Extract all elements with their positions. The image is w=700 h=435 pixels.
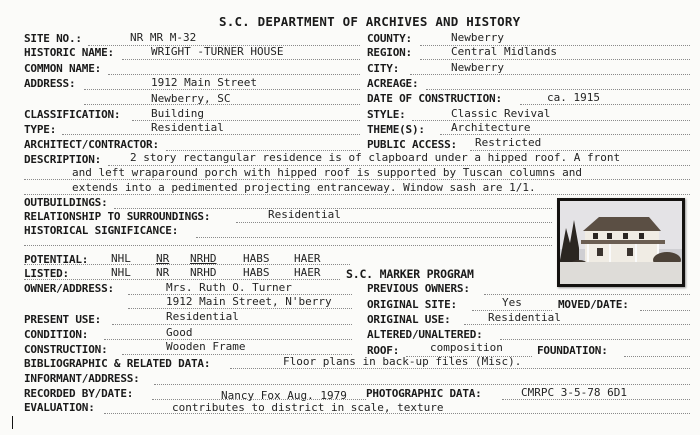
divider bbox=[236, 222, 552, 223]
previous-owners-label: PREVIOUS OWNERS: bbox=[367, 282, 470, 295]
classification-label: CLASSIFICATION: bbox=[24, 108, 121, 121]
region-value: Central Midlands bbox=[451, 45, 557, 58]
classification-value: Building bbox=[151, 107, 204, 120]
divider bbox=[440, 134, 690, 135]
city-value: Newberry bbox=[451, 61, 504, 74]
county-label: COUNTY: bbox=[367, 32, 412, 45]
public-access-label: PUBLIC ACCESS: bbox=[367, 138, 457, 151]
outbuildings-label: OUTBUILDINGS: bbox=[24, 196, 108, 209]
themes-label: THEME(S): bbox=[367, 123, 425, 136]
divider bbox=[624, 356, 690, 357]
divider bbox=[24, 194, 690, 195]
foundation-label: FOUNDATION: bbox=[537, 344, 608, 357]
bibliographic-label: BIBLIOGRAPHIC & RELATED DATA: bbox=[24, 357, 211, 370]
divider bbox=[230, 368, 690, 369]
construction-label: CONSTRUCTION: bbox=[24, 343, 108, 356]
divider bbox=[62, 134, 360, 135]
condition-value: Good bbox=[166, 326, 193, 339]
divider bbox=[502, 399, 690, 400]
date-construction-label: DATE OF CONSTRUCTION: bbox=[367, 92, 502, 105]
architect-label: ARCHITECT/CONTRACTOR: bbox=[24, 138, 159, 151]
significance-label: HISTORICAL SIGNIFICANCE: bbox=[24, 224, 179, 237]
relationship-value: Residential bbox=[268, 208, 341, 221]
listed-nrhd: NRHD bbox=[190, 266, 217, 279]
region-label: REGION: bbox=[367, 46, 412, 59]
listed-nr: NR bbox=[156, 266, 170, 279]
marker-program-label: S.C. MARKER PROGRAM bbox=[346, 267, 474, 281]
listed-nhl: NHL bbox=[111, 266, 131, 279]
acreage-label: ACREAGE: bbox=[367, 77, 419, 90]
relationship-label: RELATIONSHIP TO SURROUNDINGS: bbox=[24, 210, 211, 223]
potential-nhl: NHL bbox=[111, 252, 131, 265]
type-value: Residential bbox=[151, 121, 224, 134]
listed-habs: HABS bbox=[243, 266, 270, 279]
condition-label: CONDITION: bbox=[24, 328, 89, 341]
owner-line2: 1912 Main Street, N'berry bbox=[166, 295, 332, 308]
original-site-value: Yes bbox=[502, 296, 522, 309]
divider bbox=[112, 324, 352, 325]
type-label: TYPE: bbox=[24, 123, 57, 136]
potential-label: POTENTIAL: bbox=[24, 253, 89, 266]
divider bbox=[420, 59, 690, 60]
divider bbox=[484, 294, 690, 295]
divider bbox=[640, 310, 690, 311]
divider bbox=[426, 89, 690, 90]
present-use-value: Residential bbox=[166, 310, 239, 323]
divider bbox=[196, 237, 552, 238]
divider bbox=[24, 179, 690, 180]
divider bbox=[104, 413, 690, 414]
photographic-value: CMRPC 3-5-78 6D1 bbox=[521, 386, 627, 399]
listed-haer: HAER bbox=[294, 266, 321, 279]
recorded-by-label: RECORDED BY/DATE: bbox=[24, 387, 134, 400]
owner-address-label: OWNER/ADDRESS: bbox=[24, 282, 114, 295]
listed-label: LISTED: bbox=[24, 267, 69, 280]
description-line2: and left wraparound porch with hipped roof is supported by Tuscan columns and bbox=[72, 166, 582, 179]
style-value: Classic Revival bbox=[451, 107, 551, 120]
card-header: S.C. DEPARTMENT OF ARCHIVES AND HISTORY bbox=[219, 14, 521, 29]
altered-label: ALTERED/UNALTERED: bbox=[367, 328, 483, 341]
original-use-value: Residential bbox=[488, 311, 561, 324]
divider bbox=[128, 308, 352, 309]
moved-date-label: MOVED/DATE: bbox=[558, 298, 629, 311]
date-construction-value: ca. 1915 bbox=[547, 91, 600, 104]
potential-nr: NR bbox=[156, 252, 170, 265]
divider bbox=[500, 339, 690, 340]
divider bbox=[84, 104, 360, 105]
recorded-by-value: Nancy Fox Aug. 1979 bbox=[221, 389, 347, 402]
historic-name-value: WRIGHT -TURNER HOUSE bbox=[151, 45, 284, 58]
divider bbox=[108, 74, 360, 75]
divider bbox=[24, 245, 552, 246]
owner-line1: Mrs. Ruth O. Turner bbox=[166, 281, 292, 294]
address-line1: 1912 Main Street bbox=[151, 76, 257, 89]
divider bbox=[24, 279, 340, 280]
original-site-label: ORIGINAL SITE: bbox=[367, 298, 457, 311]
common-name-label: COMMON NAME: bbox=[24, 62, 102, 75]
site-no-value: NR MR M-32 bbox=[130, 31, 197, 44]
city-label: CITY: bbox=[367, 62, 400, 75]
description-label: DESCRIPTION: bbox=[24, 153, 102, 166]
historic-name-label: HISTORIC NAME: bbox=[24, 46, 114, 59]
divider bbox=[24, 264, 350, 265]
divider bbox=[122, 59, 360, 60]
roof-label: ROOF: bbox=[367, 344, 400, 357]
evaluation-label: EVALUATION: bbox=[24, 401, 95, 414]
divider bbox=[84, 89, 360, 90]
county-value: Newberry bbox=[451, 31, 504, 44]
description-line1: 2 story rectangular residence is of clapboard under a hipped roof. A front bbox=[130, 151, 621, 164]
original-use-label: ORIGINAL USE: bbox=[367, 313, 451, 326]
style-label: STYLE: bbox=[367, 108, 406, 121]
potential-nrhd: NRHD bbox=[190, 252, 217, 265]
divider bbox=[520, 104, 690, 105]
construction-value: Wooden Frame bbox=[166, 340, 246, 353]
site-no-label: SITE NO.: bbox=[24, 32, 82, 45]
house-photo bbox=[557, 198, 685, 287]
potential-habs: HABS bbox=[243, 252, 270, 265]
address-line2: Newberry, SC bbox=[151, 92, 231, 105]
evaluation-value: contributes to district in scale, texture bbox=[172, 401, 444, 414]
divider bbox=[154, 384, 690, 385]
divider bbox=[410, 74, 690, 75]
bibliographic-value: Floor plans in back-up files (Misc). bbox=[283, 355, 522, 368]
potential-haer: HAER bbox=[294, 252, 321, 265]
divider bbox=[152, 399, 366, 400]
informant-label: INFORMANT/ADDRESS: bbox=[24, 372, 140, 385]
margin-mark bbox=[12, 416, 13, 429]
divider bbox=[464, 324, 690, 325]
description-line3: extends into a pedimented projecting entranceway. Window sash are 1/1. bbox=[72, 181, 536, 194]
roof-value: composition bbox=[430, 341, 503, 354]
address-label: ADDRESS: bbox=[24, 77, 76, 90]
photographic-label: PHOTOGRAPHIC DATA: bbox=[366, 387, 482, 400]
themes-value: Architecture bbox=[451, 121, 531, 134]
public-access-value: Restricted bbox=[475, 136, 542, 149]
present-use-label: PRESENT USE: bbox=[24, 313, 102, 326]
